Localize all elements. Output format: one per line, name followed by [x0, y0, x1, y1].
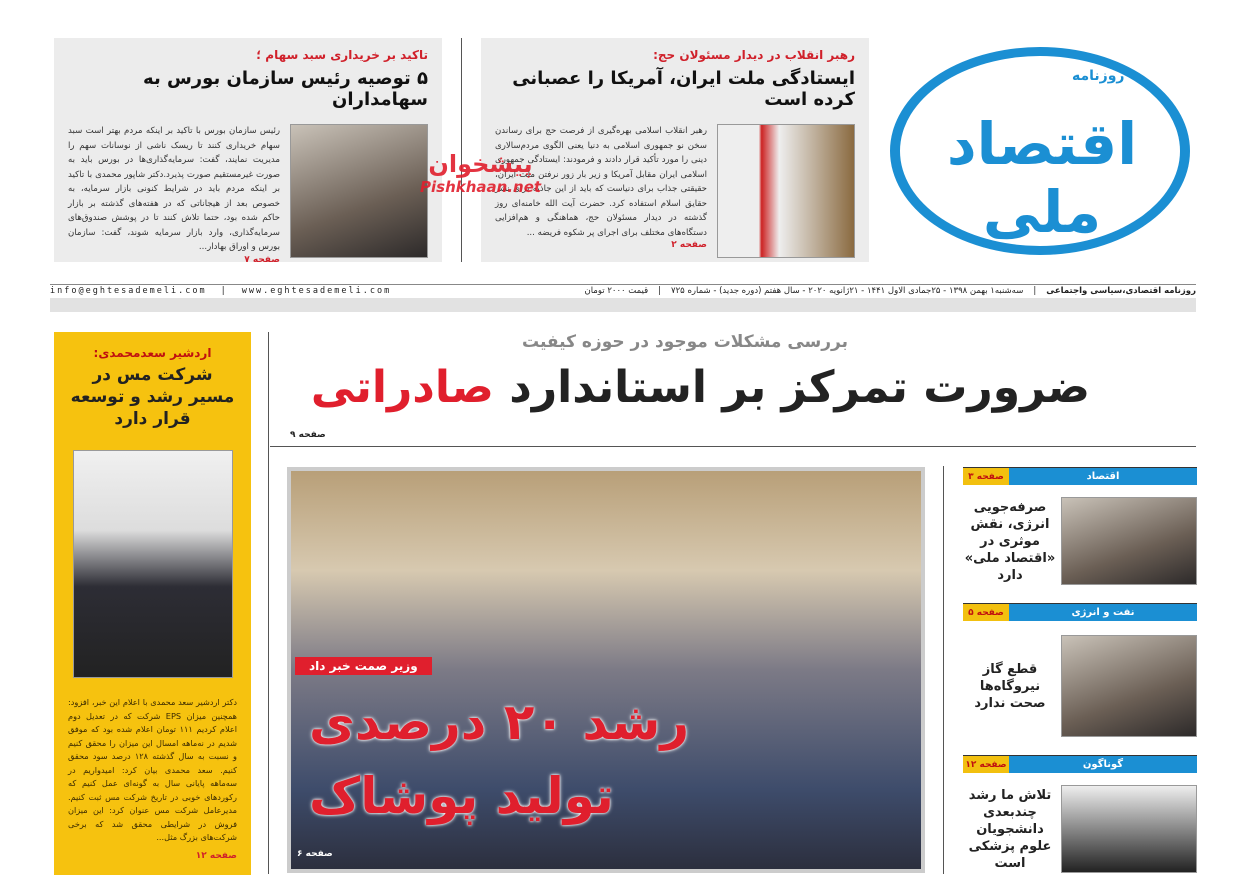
paper-description: روزنامه اقتصادی،سیاسی واجتماعی: [1046, 286, 1196, 296]
watermark: پیشخوان Pishkhaan.net: [420, 150, 542, 196]
sidebar-kicker: اردشیر سعدمحمدی:: [93, 346, 212, 360]
sidebar-story[interactable]: [54, 332, 251, 875]
story-kicker: رهبر انقلاب در دیدار مسئولان حج:: [653, 48, 855, 62]
story-body: رئیس سازمان بورس با تاکید بر اینکه مردم بهتر است سبد سهام خریداری کنند تا ریسک ناشی از نوسانات سهم را مدیریت نمایند، گفت: سرمایه‌گذاری‌ها در بورس باید به صورت غیرمستقیم صورت پذیرد.دکتر شاپور محمدی با تاکید بر اینکه مردم باید در شرایط کنونی بازار سرمایه، به خصوص بعد از هیجاناتی که در هفته‌های گذشته بر بازار حاکم شده بود، حتما تلاش کنند تا در پوشش صندوق‌های سرمایه‌گذاری، وارد بازار سرمایه شوند، گفت: سازمان بورس و اوراق بهادار...: [68, 126, 280, 252]
item-headline: تلاش ما رشد چندبعدی دانشجویان علوم پزشکی است: [968, 787, 1052, 871]
item-headline: صرفه‌جویی انرژی، نقش موثری در «اقتصاد ملی» دارد: [964, 499, 1056, 583]
story-headline[interactable]: ایستادگی ملت ایران، آمریکا را عصبانی کرده است: [512, 68, 855, 110]
story-photo: [290, 124, 428, 258]
section-header: اقتصاد صفحه ۳: [963, 467, 1197, 485]
website-link[interactable]: www.eghtesademeli.com: [241, 286, 392, 296]
main-photo[interactable]: [287, 467, 925, 873]
divider: [270, 446, 1196, 447]
sidebar-page-ref[interactable]: صفحه ۱۲: [195, 850, 237, 861]
photo-label: وزیر صمت خبر داد: [295, 657, 432, 675]
story-photo: [717, 124, 855, 258]
photo-headline-1: رشد ۲۰ درصدی: [309, 693, 690, 751]
right-item[interactable]: [963, 467, 1197, 603]
section-header: نفت و انرژی صفحه ۵: [963, 603, 1197, 621]
page-ref[interactable]: صفحه ۲: [671, 240, 707, 250]
masthead-logo[interactable]: روزنامه اقتصاد ملی: [882, 40, 1198, 262]
sidebar-photo: [73, 450, 233, 678]
item-photo: [1061, 785, 1197, 873]
info-band: [50, 298, 1196, 312]
price: قیمت ۲۰۰۰ تومان: [584, 286, 649, 296]
photo-headline-2: تولید پوشاک: [309, 767, 614, 825]
sidebar-headline[interactable]: شرکت مس در مسیر رشد و توسعه قرار دارد: [70, 365, 235, 429]
right-item[interactable]: [963, 603, 1197, 755]
right-item[interactable]: [963, 755, 1197, 873]
main-headline[interactable]: ضرورت تمرکز بر استاندارد صادراتی: [310, 362, 1090, 413]
section-header: گوناگون صفحه ۱۲: [963, 755, 1197, 773]
item-photo: [1061, 497, 1197, 585]
sidebar-body: دکتر اردشیر سعد محمدی با اعلام این خبر، افزود: همچنین میزان EPS شرکت که در تعدیل دوم اعلام کردیم ۱۱۱ تومان اعلام شده بود که موفق شدیم در نه‌ماهه امسال این میزان را محقق کنیم و نسبت به سال گذشته ۱۲۸ درصد سود محقق کنیم. سعد محمدی بیان کرد: امیدواریم در سه‌ماهه پایانی سال به گونه‌ای عمل کنیم که رکوردهای خوبی در تاریخ شرکت مس ثبت کنیم. مدیرعامل شرکت مس عنوان کرد: این میزان فروش در شرایطی محقق شد که برخی شرکت‌های بزرگ مثل...: [68, 697, 237, 842]
info-bar: روزنامه اقتصادی،سیاسی واجتماعی | سه‌شنبه۱ بهمن ۱۳۹۸ - ۲۵جمادی الاول ۱۴۴۱ - ۲۱ژانویه ۲۰۲۰ - سال هفتم (دوره جدید) - شماره ۷۲۵ | قیمت ۲۰۰۰ تومان info@eghtesademeli.com | www.eghtesademeli.com: [50, 286, 1196, 296]
main-page-ref[interactable]: صفحه ۹: [290, 430, 326, 440]
main-kicker: بررسی مشکلات موجود در حوزه کیفیت: [521, 332, 848, 352]
story-kicker: تاکید بر خریداری سبد سهام ؛: [256, 48, 428, 62]
divider: [268, 332, 269, 874]
top-left-story[interactable]: [54, 38, 442, 265]
item-photo: [1061, 635, 1197, 737]
story-body: رهبر انقلاب اسلامی بهره‌گیری از فرصت حج برای رساندن سخن نو جمهوری اسلامی به دنیا یعنی الگوی مردم‌سالاری دینی را مورد تأکید قرار دادند و فرمودند: ایستادگی جمهوری اسلامی ایران مقابل آمریکا و زیر بار زور نرفتن ملت ایران، حقیقتی جذاب برای دنیاست که باید از این جاذبه برای نشر حقایق اسلام استفاده کرد. حضرت آیت الله خامنه‌ای روز گذشته در دیدار مسئولان حج، هماهنگی و هم‌افزایی دستگاه‌های مختلف برای اجرای پر شکوه فریضه ...: [495, 126, 707, 238]
email-link[interactable]: info@eghtesademeli.com: [50, 286, 207, 296]
story-headline[interactable]: ۵ توصیه رئیس سازمان بورس به سهامداران: [143, 68, 428, 110]
photo-page-ref[interactable]: صفحه ۶: [297, 849, 333, 859]
item-headline: قطع گاز نیروگاه‌ها صحت ندارد: [974, 661, 1046, 711]
page-ref[interactable]: صفحه ۷: [244, 254, 280, 265]
divider: [943, 466, 944, 874]
right-column: [963, 467, 1197, 873]
issue-date: سه‌شنبه۱ بهمن ۱۳۹۸ - ۲۵جمادی الاول ۱۴۴۱ - ۲۱ژانویه ۲۰۲۰ - سال هفتم (دوره جدید) - شماره ۷۲۵: [671, 286, 1024, 296]
